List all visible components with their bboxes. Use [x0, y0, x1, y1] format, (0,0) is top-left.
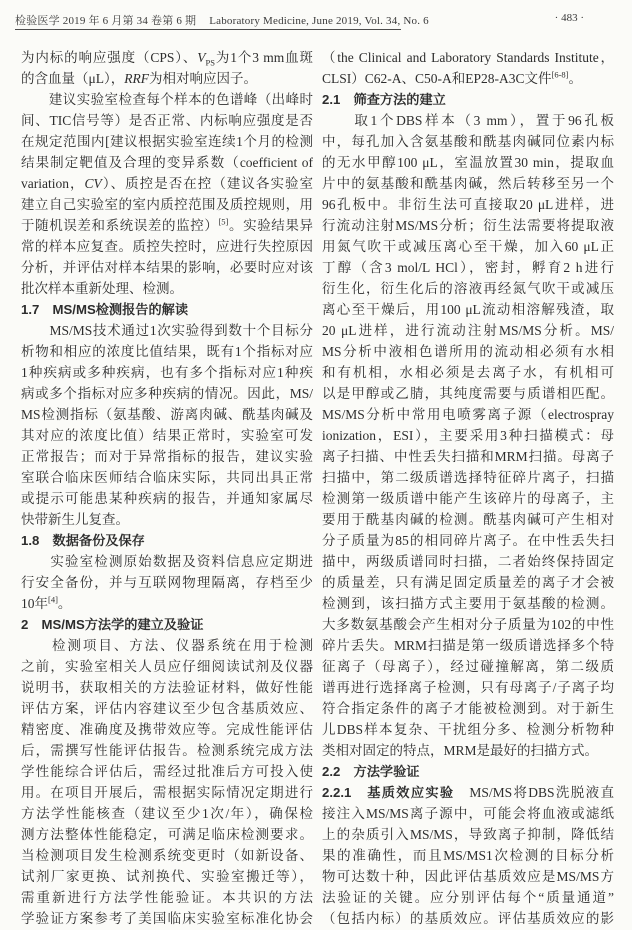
text-line: 常的样本应复查。质控失控时，应进行失控原因: [21, 239, 313, 254]
text-line: 用。在项目开展后，需根据实际情况定期进行: [21, 785, 313, 800]
text-line: 批次样本重新处理、检测。: [21, 281, 183, 296]
section-heading: 1.7 MS/MS检测报告的解读: [21, 302, 189, 317]
text-line: 和有机相，水相必须是去离子水，有机相可: [322, 365, 614, 380]
text-line: 2.2.1 基质效应实验 MS/MS将DBS洗脱液直: [322, 785, 614, 800]
text-line: 检测第一级质谱中能产生该碎片的母离子，主: [322, 491, 614, 506]
text-line: 上的杂质引入MS/MS，导致离子抑制，降低结: [322, 827, 614, 842]
text-line: 分子质量为85的相同碎片离子。在中性丢失扫: [322, 533, 614, 548]
citation-superscript: [5]: [218, 216, 229, 227]
text-line: 实验室检测原始数据及资料信息应定期进: [21, 554, 313, 569]
text-line: 结果制定靶值及合理的变异系数（coefficient of: [21, 155, 313, 170]
journal-title-en: Laboratory Medicine, June 2019, Vol. 34, No. 6: [209, 15, 429, 27]
text-line: 间、TIC信号等）是否正常、内标响应强度是否: [21, 113, 313, 128]
text-line: 分析，并评估对样本结果的影响，必要时应对该: [21, 260, 313, 275]
text-line: 的含血量（μL），RRF为相对响应因子。: [21, 71, 257, 86]
text-line: 描中，两级质谱同时扫描，二者始终保持固定: [322, 554, 614, 569]
text-line: 快带新生儿复查。: [21, 512, 129, 527]
text-line: 符合指定条件的离子才能被检测到。对于新生: [322, 701, 614, 716]
left-column: [21, 47, 313, 929]
text-line: 之前，实验室相关人员应仔细阅读试剂及仪器: [21, 659, 313, 674]
text-line: 离心至干燥后，用100 μL流动相溶解残渣，取: [322, 302, 614, 317]
text-line: 片中的氨基酸和酰基肉碱，然后转移至另一个: [322, 176, 614, 191]
text-line: 于随机误差和系统误差的监控）[5]。实验结果异: [21, 216, 314, 233]
text-line: 要用于酰基肉碱的检测。酰基肉碱可产生相对: [322, 512, 614, 527]
citation-superscript: [4]: [48, 594, 58, 605]
text-line: 建议实验室检查每个样本的色谱峰（出峰时: [21, 92, 313, 107]
header-rule: [15, 29, 401, 30]
text-line: 取1个DBS样本（3 mm），置于96孔板: [322, 113, 614, 128]
section-heading: 1.8 数据备份及保存: [21, 533, 145, 548]
text-line: 评估方案，评估内容建议至少包含基质效应、: [21, 701, 313, 716]
text-line: 丁醇（含3 mol/L HCl），密封，孵育2 h进行: [322, 260, 614, 275]
text-line: 精密度、准确度及携带效应等。完成性能评估: [21, 722, 313, 737]
text-line: 类相对固定的特点，MRM是最好的扫描方式。: [322, 743, 599, 758]
text-line: 检测项目、方法、仪器系统在用于检测: [21, 638, 313, 653]
text-line: 10年[4]。: [21, 594, 72, 611]
text-line: 大多数氨基酸会产生相对分子质量为102的中性: [322, 617, 614, 632]
text-line: 20 μL进样，进行流动注射MS/MS分析。MS/: [322, 323, 614, 338]
text-line: 需重新进行方法学性能验证。本共识的方法: [21, 890, 313, 905]
text-line: MS/MS技术通过1次实验得到数十个目标分: [21, 323, 313, 338]
text-line: CLSI）C62-A、C50-A和EP28-A3C文件[6-8]。: [322, 69, 583, 86]
text-line: 或提示可能患某种疾病的报告，并通知家属尽: [21, 491, 313, 506]
text-line: 1种疾病或多种疾病，也有多个指标对应1种疾: [21, 365, 313, 380]
text-line: 在规定范围内[建议根据实验室连续1个月的检测: [21, 134, 313, 149]
right-column: [322, 47, 614, 929]
text-line: 行安全备份，并与互联网物理隔离，存档至少: [21, 575, 313, 590]
journal-title-cn: 检验医学 2019 年 6 月第 34 卷第 6 期: [15, 15, 197, 27]
section-heading: 2.1 筛查方法的建立: [322, 92, 446, 107]
text-line: （the Clinical and Laboratory Standards Institute，: [322, 50, 614, 65]
text-line: 学性能综合评估后，需经过批准后方可投入使: [21, 764, 313, 779]
text-line: 方法学性能核查（建议至少1次/年），确保检: [21, 806, 313, 821]
text-line: 学验证方案参考了美国临床实验室标准化协会: [21, 911, 313, 926]
text-line: 的无水甲醇100 μL，室温放置30 min，提取血: [322, 155, 614, 170]
text-line: 碎片丢失。MRM扫描是第一级质谱选择多个特: [322, 638, 614, 653]
text-line: 后，需撰写性能评估报告。检测系统完成方法: [21, 743, 313, 758]
text-line: MS检测指标（氨基酸、游离肉碱、酰基肉碱及: [21, 407, 313, 422]
text-line: 检测到，该扫描方式主要用于氨基酸的检测。: [322, 596, 614, 611]
text-line: 果的准确性，而且MS/MS1次检测的目标分析: [322, 848, 614, 863]
running-head: [15, 12, 429, 28]
page-number: · 483 ·: [554, 12, 584, 24]
citation-superscript: [6-8]: [551, 69, 569, 80]
text-line: variation，CV）、质控是否在控（建议各实验室: [21, 176, 314, 191]
text-line: 试剂厂家更换、试剂换代、实验室搬迁等），: [21, 869, 313, 884]
text-line: MS分析中液相色谱所用的流动相必须有水相: [322, 344, 614, 359]
run-in-heading: 2.2.1 基质效应实验: [322, 785, 455, 800]
section-heading: 2.2 方法学验证: [322, 764, 420, 779]
italic-variable: CV: [84, 176, 102, 191]
text-line: 法验证的关键。应分别评估每个“质量通道”: [322, 890, 614, 905]
text-line: 征离子（母离子），经过碰撞解离，第二级质: [322, 659, 614, 674]
text-line: 儿DBS样本复杂、干扰组分多、检测分析物种: [322, 722, 614, 737]
text-line: 用氮气吹干或减压离心至干燥，加入60 μL正: [322, 239, 614, 254]
text-line: 衍生化，衍生化后的溶液再经氮气吹干或减压: [322, 281, 614, 296]
text-line: 当检测项目发生检测系统变更时（如新设备、: [21, 848, 313, 863]
text-line: 建立自己实验室的室内质控范围及质控规则，用: [21, 197, 313, 212]
italic-variable: RRF: [124, 71, 149, 86]
text-line: 正常报告；而对于异常指标的报告，建议实验: [21, 449, 313, 464]
text-line: （包括内标）的基质效应。评估基质效应的影: [322, 911, 614, 926]
text-line: 病或多个指标对应多种疾病的情况。因此，MS/: [21, 386, 313, 401]
text-line: 说明书，获取相关的方法验证材料，做好性能: [21, 680, 313, 695]
section-heading: 2 MS/MS方法学的建立及验证: [21, 617, 204, 632]
text-line: 扫描中，第二级质谱选择特征碎片离子，扫描: [322, 470, 614, 485]
italic-variable: V: [197, 50, 206, 65]
text-line: MS/MS分析中常用电喷雾离子源（electrospray: [322, 407, 614, 422]
text-line: 室联合临床医师结合临床实际，共同出具正常: [21, 470, 313, 485]
subscript: PS: [205, 57, 215, 68]
text-line: 接注入MS/MS离子源中，可能会将血液或滤纸: [322, 806, 614, 821]
text-line: 为内标的响应强度（CPS）、$V_{PS}$为1个3 mm血斑: [21, 50, 313, 68]
text-line: 中，每孔加入含氨基酸和酰基肉碱同位素内标: [322, 134, 614, 149]
text-line: 谱再进行选择离子检测，只有母离子/子离子均: [322, 680, 614, 695]
text-line: 的质量差，只有满足固定质量差的离子才会被: [322, 575, 614, 590]
text-line: 析物和相应的浓度比值结果，既有1个指标对应: [21, 344, 313, 359]
text-line: 96孔板中。非衍生法可直接取20 μL进样，进: [322, 197, 614, 212]
text-line: 行流动注射MS/MS分析；衍生法需要将提取液: [322, 218, 614, 233]
text-line: ionization，ESI），主要采用3种扫描模式：母: [322, 428, 614, 443]
text-line: 测方法整体性能稳定，可满足临床检测要求。: [21, 827, 313, 842]
text-line: 以是甲醇或乙腈，其纯度需要与质谱相匹配。: [322, 386, 614, 401]
text-line: 物可达数十种，因此评估基质效应是MS/MS方: [322, 869, 614, 884]
text-line: 离子扫描、中性丢失扫描和MRM扫描。母离子: [322, 449, 614, 464]
text-line: 其对应的浓度比值）结果正常时，实验室可发: [21, 428, 313, 443]
